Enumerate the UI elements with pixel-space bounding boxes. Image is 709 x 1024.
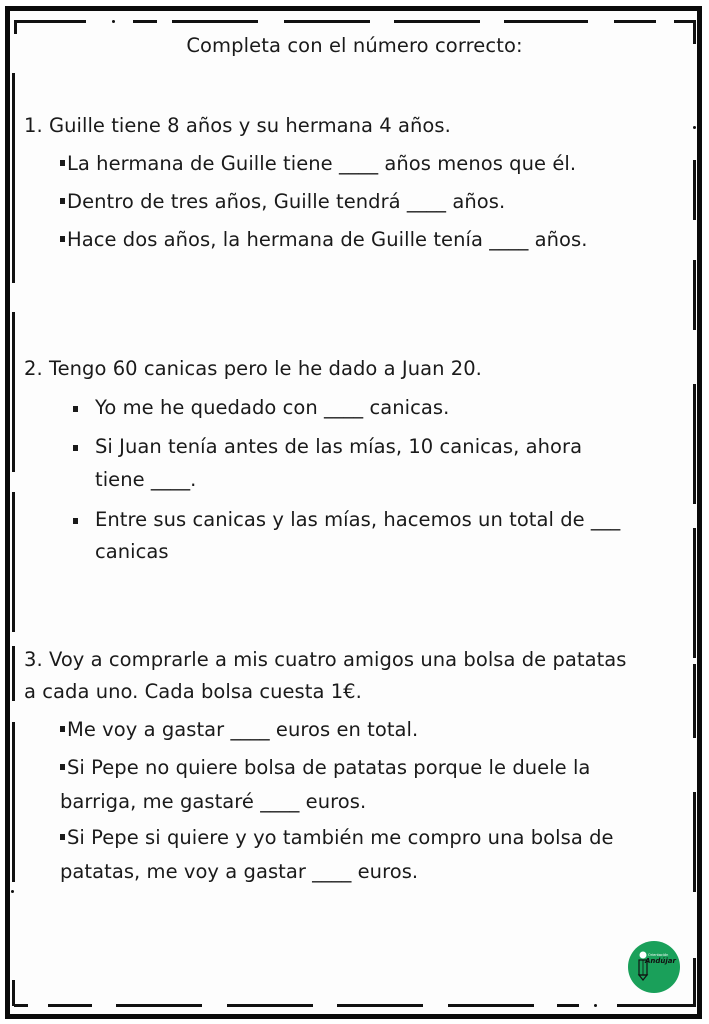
bullet-icon <box>73 406 78 412</box>
logo-top-text: Orientación <box>648 953 669 957</box>
question-item: Entre sus canicas y las mías, hacemos un total de ___ <box>95 508 621 531</box>
question-item: Si Pepe no quiere bolsa de patatas porque le duele la <box>60 756 590 779</box>
question-item-continued: canicas <box>95 540 169 563</box>
question-item: Dentro de tres años, Guille tendrá ____ años. <box>60 190 505 213</box>
bullet-icon <box>60 726 65 732</box>
bullet-icon <box>60 198 65 204</box>
question-item-continued: barriga, me gastaré ____ euros. <box>60 790 367 813</box>
question-item: Si Juan tenía antes de las mías, 10 canicas, ahora <box>95 435 583 458</box>
question-item: Yo me he quedado con ____ canicas. <box>95 396 450 419</box>
question-item-continued: tiene ____. <box>95 468 197 491</box>
question-item: Si Pepe si quiere y yo también me compro una bolsa de <box>60 826 614 849</box>
bullet-icon <box>60 236 65 242</box>
orientacion-andujar-logo <box>628 941 680 993</box>
problem-statement-continued: a cada uno. Cada bolsa cuesta 1€. <box>24 680 362 703</box>
problem-statement: 2. Tengo 60 canicas pero le he dado a Juan 20. <box>24 357 482 380</box>
bullet-icon <box>73 518 78 524</box>
logo-main-text: Andújar <box>645 957 676 965</box>
question-item-continued: patatas, me voy a gastar ____ euros. <box>60 860 419 883</box>
question-item: La hermana de Guille tiene ____ años menos que él. <box>60 152 576 175</box>
bullet-icon <box>73 445 78 451</box>
question-item: Hace dos años, la hermana de Guille tenía ____ años. <box>60 228 588 251</box>
bullet-icon <box>60 764 65 770</box>
bullet-icon <box>60 160 65 166</box>
problem-statement: 1. Guille tiene 8 años y su hermana 4 años. <box>24 114 451 137</box>
problem-statement: 3. Voy a comprarle a mis cuatro amigos una bolsa de patatas <box>24 648 627 671</box>
bullet-icon <box>60 834 65 840</box>
question-item: Me voy a gastar ____ euros en total. <box>60 718 418 741</box>
worksheet-title: Completa con el número correcto: <box>186 34 523 57</box>
